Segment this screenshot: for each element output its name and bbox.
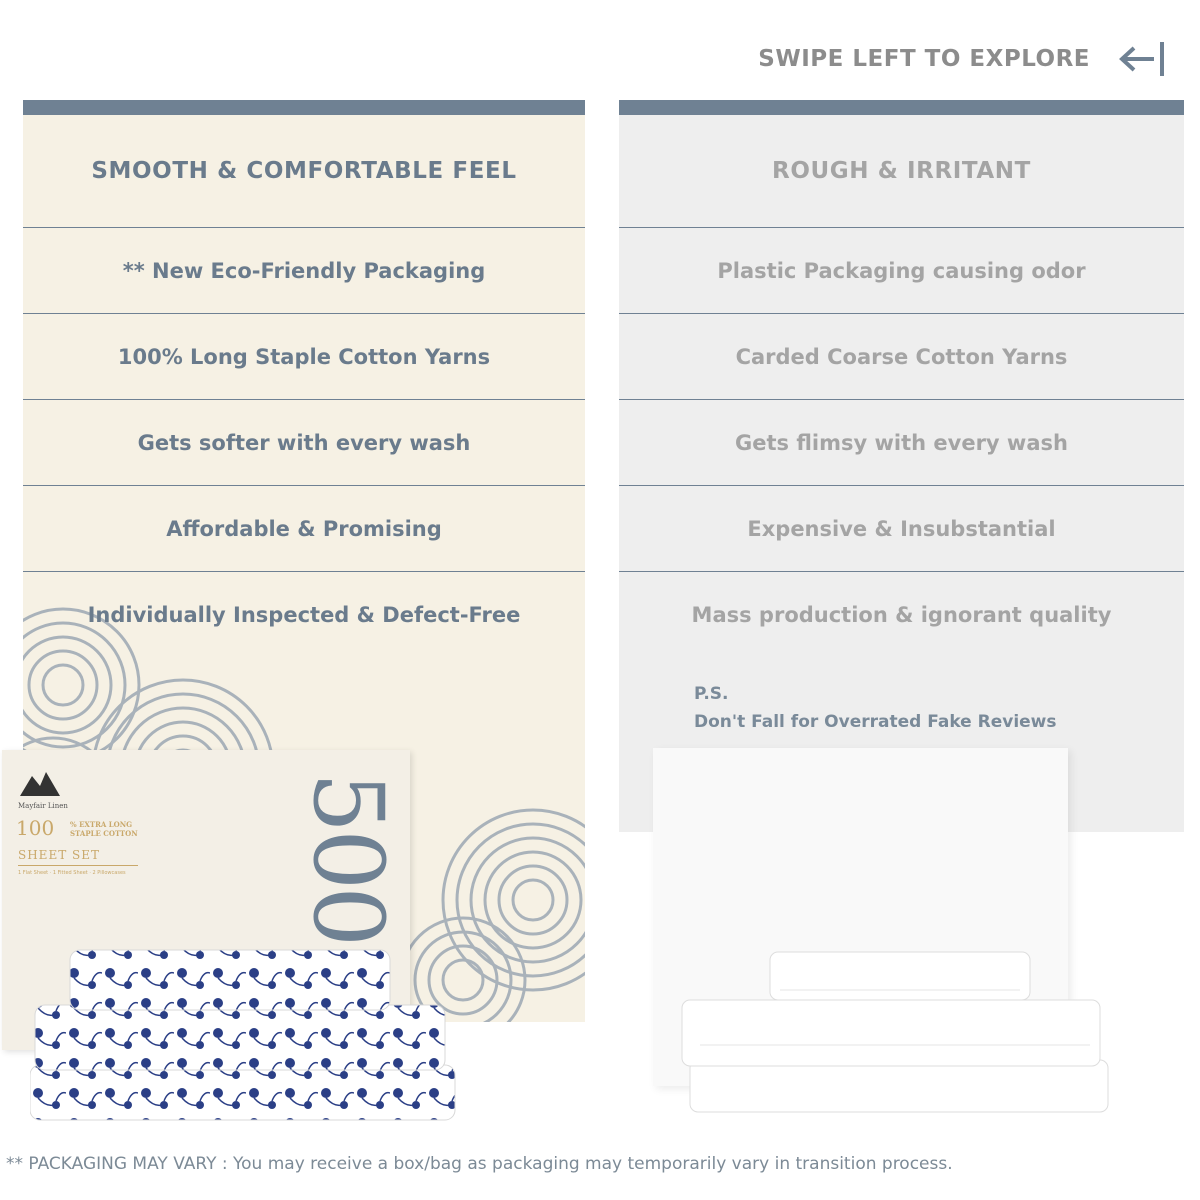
swipe-label: SWIPE LEFT TO EXPLORE <box>758 46 1090 72</box>
box-contents: 1 Flat Sheet · 1 Fitted Sheet · 2 Pillowcases <box>18 870 126 876</box>
left-feature-row: Gets softer with every wash <box>23 400 585 486</box>
box-set-label: SHEET SET <box>18 848 138 866</box>
box-brand: Mayfair Linen <box>18 802 68 810</box>
box-cotton-label <box>70 820 138 838</box>
right-feature-row: Plastic Packaging causing odor <box>619 228 1184 314</box>
right-feature-row: Carded Coarse Cotton Yarns <box>619 314 1184 400</box>
comparison-column-right <box>619 100 1184 832</box>
packaging-footnote: ** PACKAGING MAY VARY : You may receive a box/bag as packaging may temporarily vary in transition process. <box>6 1154 953 1174</box>
right-column-title: ROUGH & IRRITANT <box>619 115 1184 228</box>
box-percent-label: % EXTRA LONG <box>70 820 133 829</box>
right-feature-row: Expensive & Insubstantial <box>619 486 1184 572</box>
right-feature-row: Mass production & ignorant quality <box>691 603 1112 627</box>
ps-note <box>694 680 1057 736</box>
box-thread-count: 500 <box>292 772 404 944</box>
floral-sheet-set-image <box>30 935 470 1125</box>
right-feature-row: Gets flimsy with every wash <box>619 400 1184 486</box>
left-column-title: SMOOTH & COMFORTABLE FEEL <box>23 115 585 228</box>
left-feature-row: Affordable & Promising <box>23 486 585 572</box>
box-percent-number: 100 <box>16 816 55 840</box>
ps-label: P.S. <box>694 684 729 704</box>
left-feature-row: 100% Long Staple Cotton Yarns <box>23 314 585 400</box>
swipe-hint <box>758 40 1166 78</box>
box-staple-label: STAPLE COTTON <box>70 829 138 838</box>
white-sheet-set-image <box>680 950 1110 1120</box>
left-arrow-to-bar-icon <box>1118 40 1166 78</box>
mountain-logo-icon <box>18 768 62 798</box>
left-feature-row: Individually Inspected & Defect-Free <box>87 603 521 627</box>
column-accent-bar <box>23 100 585 115</box>
left-feature-row: ** New Eco-Friendly Packaging <box>23 228 585 314</box>
ps-text: Don't Fall for Overrated Fake Reviews <box>694 712 1057 732</box>
column-accent-bar <box>619 100 1184 115</box>
